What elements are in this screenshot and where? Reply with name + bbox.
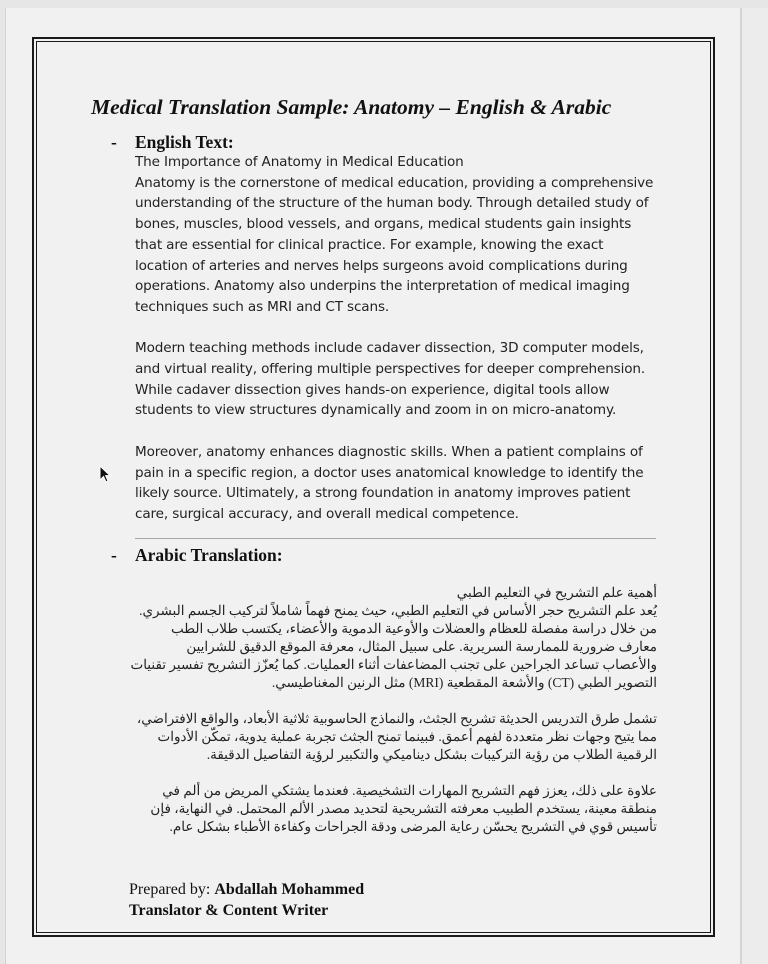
english-paragraph-2: Modern teaching methods include cadaver dissection, 3D computer models, and virtual reality, offering multiple perspectives for deeper comprehension. While cadaver dissection gives hands-on experience, digital tools allow students to view structures dynamically and zoom in on micro-anatomy. <box>135 340 646 419</box>
document-title: Medical Translation Sample: Anatomy – English & Arabic <box>91 95 612 119</box>
bullet-dash: - <box>111 545 117 565</box>
mouse-pointer-icon <box>99 465 111 485</box>
english-heading-label: English Text: <box>135 132 234 152</box>
arabic-subtitle: أهمية علم التشريح في التعليم الطبي <box>456 585 657 600</box>
english-subtitle: The Importance of Anatomy in Medical Education <box>135 154 464 170</box>
english-paragraph-3: Moreover, anatomy enhances diagnostic skills. When a patient complains of pain in a specific region, a doctor uses anatomical knowledge to identify the likely source. Ultimately, a strong foundation in anatomy improves patient care, surgical accuracy, and overall medical competence. <box>135 443 644 522</box>
author-signature <box>129 880 364 921</box>
arabic-paragraph-3: علاوة على ذلك، يعزز فهم التشريح المهارات التشخيصية. فعندما يشتكي المريض من ألم في منطقة معينة، يستخدم الطبيب معرفته التشريحية لتحديد مصدر الألم المحتمل. في النهاية، فإن تأسيس قوي في التشريح يحسّن رعاية المرضى ودقة الجراحات وكفاءة الأطباء بشكل عام. <box>150 783 657 834</box>
author-role: Translator & Content Writer <box>129 901 329 919</box>
arabic-paragraph-1: يُعد علم التشريح حجر الأساس في التعليم الطبي، حيث يمنح فهماً شاملاً لتركيب الجسم البشري. من خلال دراسة مفصلة للعظام والعضلات والأوعية الدموية والأعضاء، يكتسب طلاب الطب معارف ضرورية للممارسة السريرية. على سبيل المثال، معرفة الموقع الدقيق للشرايين والأعصاب تساعد الجراحين على تجنب المضاعفات أثناء العمليات. كما يُعزّز التشريح تفسير تقنيات التصوير الطبي (CT) والأشعة المقطعية (MRI) مثل الرنين المغناطيسي. <box>130 603 657 690</box>
bullet-dash: - <box>111 132 117 152</box>
english-text-block <box>135 152 660 525</box>
english-paragraph-1: Anatomy is the cornerstone of medical education, providing a comprehensive understanding of the structure of the human body. Through detailed study of bones, muscles, blood vessels, and organs, medical students gain insights that are essential for clinical practice. For example, knowing the exact location of arteries and nerves helps surgeons avoid complications during operations. Anatomy also underpins the interpretation of medical imaging techniques such as MRI and CT scans. <box>135 174 654 315</box>
prepared-by-label: Prepared by: <box>129 881 211 898</box>
author-name: Abdallah Mohammed <box>214 881 365 898</box>
arabic-heading-label: Arabic Translation: <box>135 545 283 565</box>
arabic-text-block <box>130 584 657 836</box>
section-divider <box>135 538 656 539</box>
arabic-section-heading <box>111 545 283 566</box>
right-margin-panel <box>741 8 768 964</box>
english-section-heading <box>111 132 234 153</box>
arabic-paragraph-2: تشمل طرق التدريس الحديثة تشريح الجثث، والنماذج الحاسوبية ثلاثية الأبعاد، والواقع الافتراضي، مما يتيح وجهات نظر متعددة لفهم أعمق. فبينما تمنح الجثث تجربة عملية يدوية، تمكّن الأدوات الرقمية الطلاب من رؤية التركيبات بشكل ديناميكي والتكبير لرؤية التفاصيل الدقيقة. <box>136 711 657 762</box>
